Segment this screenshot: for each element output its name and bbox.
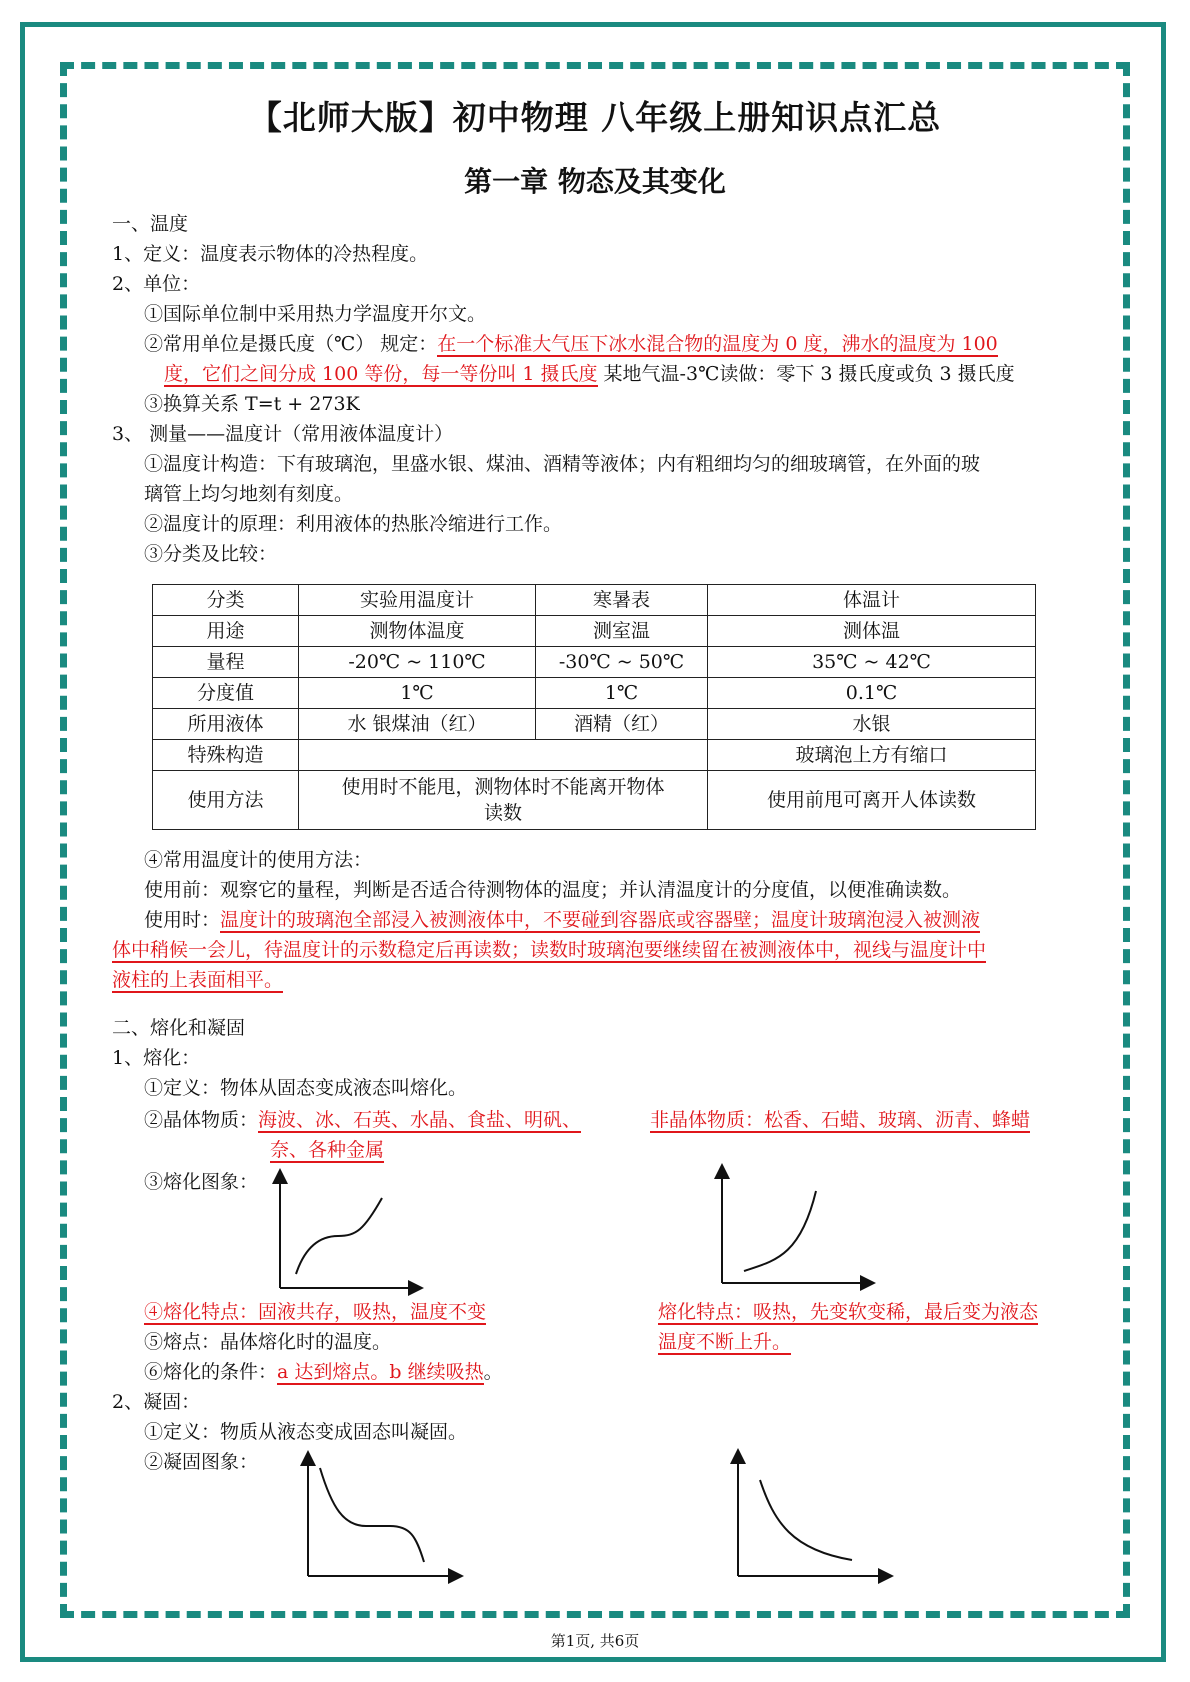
celsius-definition: 在一个标准大气压下冰水混合物的温度为 0 度，沸水的温度为 100 bbox=[437, 333, 998, 355]
thermometer-structure: ①温度计构造：下有玻璃泡，里盛水银、煤油、酒精等液体；内有粗细均匀的细玻璃管，在外面的玻 bbox=[144, 453, 981, 475]
table-row bbox=[153, 740, 1036, 771]
table-header-row bbox=[153, 585, 1036, 616]
table-row bbox=[153, 678, 1036, 709]
table-header: 分类 bbox=[153, 585, 299, 616]
usage-during: 使用时：温度计的玻璃泡全部浸入被测液体中，不要碰到容器底或容器壁；温度计玻璃泡浸入被测液 bbox=[144, 909, 981, 931]
table-row bbox=[153, 709, 1036, 740]
table-cell: 测物体温度 bbox=[299, 616, 536, 647]
celsius-definition-cont: 度，它们之间分成 100 等份，每一等份叫 1 摄氏度 bbox=[164, 363, 598, 385]
usage-during-cont2: 液柱的上表面相平。 bbox=[112, 969, 284, 991]
table-cell: -20℃ ~ 110℃ bbox=[299, 647, 536, 678]
table-header: 体温计 bbox=[708, 585, 1036, 616]
temp-unit: 2、单位： bbox=[112, 273, 201, 295]
usage-before: 使用前：观察它的量程，判断是否适合待测物体的温度；并认清温度计的分度值，以便准确读数。 bbox=[144, 879, 962, 901]
table-header: 实验用温度计 bbox=[299, 585, 536, 616]
table-cell: 使用方法 bbox=[153, 771, 299, 830]
table-row bbox=[153, 771, 1036, 830]
table-cell: 0.1℃ bbox=[708, 678, 1036, 709]
table-row bbox=[153, 647, 1036, 678]
melting-definition: ①定义：物体从固态变成液态叫熔化。 bbox=[144, 1077, 468, 1099]
table-cell: 所用液体 bbox=[153, 709, 299, 740]
table-cell: 使用时不能甩，测物体时不能离开物体 读数 bbox=[299, 771, 708, 830]
thermometer-structure-cont: 璃管上均匀地刻有刻度。 bbox=[144, 483, 354, 505]
table-cell: 35℃ ~ 42℃ bbox=[708, 647, 1036, 678]
melting-graph-label: ③熔化图象： bbox=[144, 1171, 259, 1193]
table-cell: 量程 bbox=[153, 647, 299, 678]
table-cell: 水 银煤油（红） bbox=[299, 709, 536, 740]
amorphous-melting-feature: 熔化特点：吸热，先变软变稀，最后变为液态 bbox=[658, 1301, 1039, 1323]
melting-conditions: ⑥熔化的条件：a 达到熔点。b 继续吸热。 bbox=[144, 1361, 503, 1383]
table-cell: 分度值 bbox=[153, 678, 299, 709]
solidification-definition: ①定义：物质从液态变成固态叫凝固。 bbox=[144, 1421, 468, 1443]
table-cell: 用途 bbox=[153, 616, 299, 647]
table-cell: 1℃ bbox=[299, 678, 536, 709]
crystal-melting-graph bbox=[272, 1170, 422, 1292]
temp-definition: 1、定义：温度表示物体的冷热程度。 bbox=[112, 243, 429, 265]
page-title: 【北师大版】初中物理 八年级上册知识点汇总 bbox=[248, 98, 942, 137]
table-row bbox=[153, 616, 1036, 647]
thermometer-table bbox=[152, 584, 1036, 830]
classification-heading: ③分类及比较： bbox=[144, 543, 278, 565]
amorphous-melting-feature-cont: 温度不断上升。 bbox=[658, 1331, 792, 1353]
amorphous-solidification-graph bbox=[730, 1450, 890, 1582]
table-cell: 测体温 bbox=[708, 616, 1036, 647]
page-number: 第1页, 共6页 bbox=[550, 1632, 640, 1650]
crystal-substances: ②晶体物质：海波、冰、石英、水晶、食盐、明矾、 bbox=[144, 1109, 582, 1131]
table-cell bbox=[299, 740, 708, 771]
table-cell: 水银 bbox=[708, 709, 1036, 740]
usage-heading: ④常用温度计的使用方法： bbox=[144, 849, 373, 871]
crystal-solidification-graph bbox=[300, 1452, 460, 1582]
thermometer-principle: ②温度计的原理：利用液体的热胀冷缩进行工作。 bbox=[144, 513, 563, 535]
measure-heading: 3、 测量——温度计（常用液体温度计） bbox=[112, 423, 454, 445]
unit-kelvin: ①国际单位制中采用热力学温度开尔文。 bbox=[144, 303, 487, 325]
table-cell: 特殊构造 bbox=[153, 740, 299, 771]
table-cell: 测室温 bbox=[536, 616, 708, 647]
unit-conversion: ③换算关系 T=t + 273K bbox=[144, 393, 360, 415]
unit-celsius: ②常用单位是摄氏度（℃） 规定：在一个标准大气压下冰水混合物的温度为 0 度，沸水的温度为 100 bbox=[144, 333, 998, 355]
amorphous-substances: 非晶体物质：松香、石蜡、玻璃、沥青、蜂蜡 bbox=[650, 1109, 1031, 1131]
chapter-title: 第一章 物态及其变化 bbox=[464, 165, 726, 198]
table-cell: 酒精（红） bbox=[536, 709, 708, 740]
table-cell: -30℃ ~ 50℃ bbox=[536, 647, 708, 678]
amorphous-melting-graph bbox=[714, 1165, 874, 1287]
crystal-substances-cont: 奈、各种金属 bbox=[270, 1139, 385, 1161]
table-cell: 玻璃泡上方有缩口 bbox=[708, 740, 1036, 771]
table-cell: 使用前甩可离开人体读数 bbox=[708, 771, 1036, 830]
section-melting: 二、熔化和凝固 bbox=[112, 1017, 246, 1039]
section-temperature: 一、温度 bbox=[112, 213, 189, 235]
solidification-graph-label: ②凝固图象： bbox=[144, 1451, 259, 1473]
table-header: 寒暑表 bbox=[536, 585, 708, 616]
usage-during-cont: 体中稍候一会儿，待温度计的示数稳定后再读数；读数时玻璃泡要继续留在被测液体中，视线与温度计中 bbox=[112, 939, 987, 961]
crystal-melting-feature: ④熔化特点：固液共存，吸热，温度不变 bbox=[144, 1301, 487, 1323]
melting-heading: 1、熔化： bbox=[112, 1047, 201, 1069]
table-cell: 1℃ bbox=[536, 678, 708, 709]
solidification-heading: 2、凝固： bbox=[112, 1391, 201, 1413]
melting-point: ⑤熔点：晶体熔化时的温度。 bbox=[144, 1331, 392, 1353]
unit-celsius-cont: 度，它们之间分成 100 等份，每一等份叫 1 摄氏度 某地气温-3℃读做：零下 3 摄氏度或负 3 摄氏度 bbox=[164, 363, 1015, 385]
